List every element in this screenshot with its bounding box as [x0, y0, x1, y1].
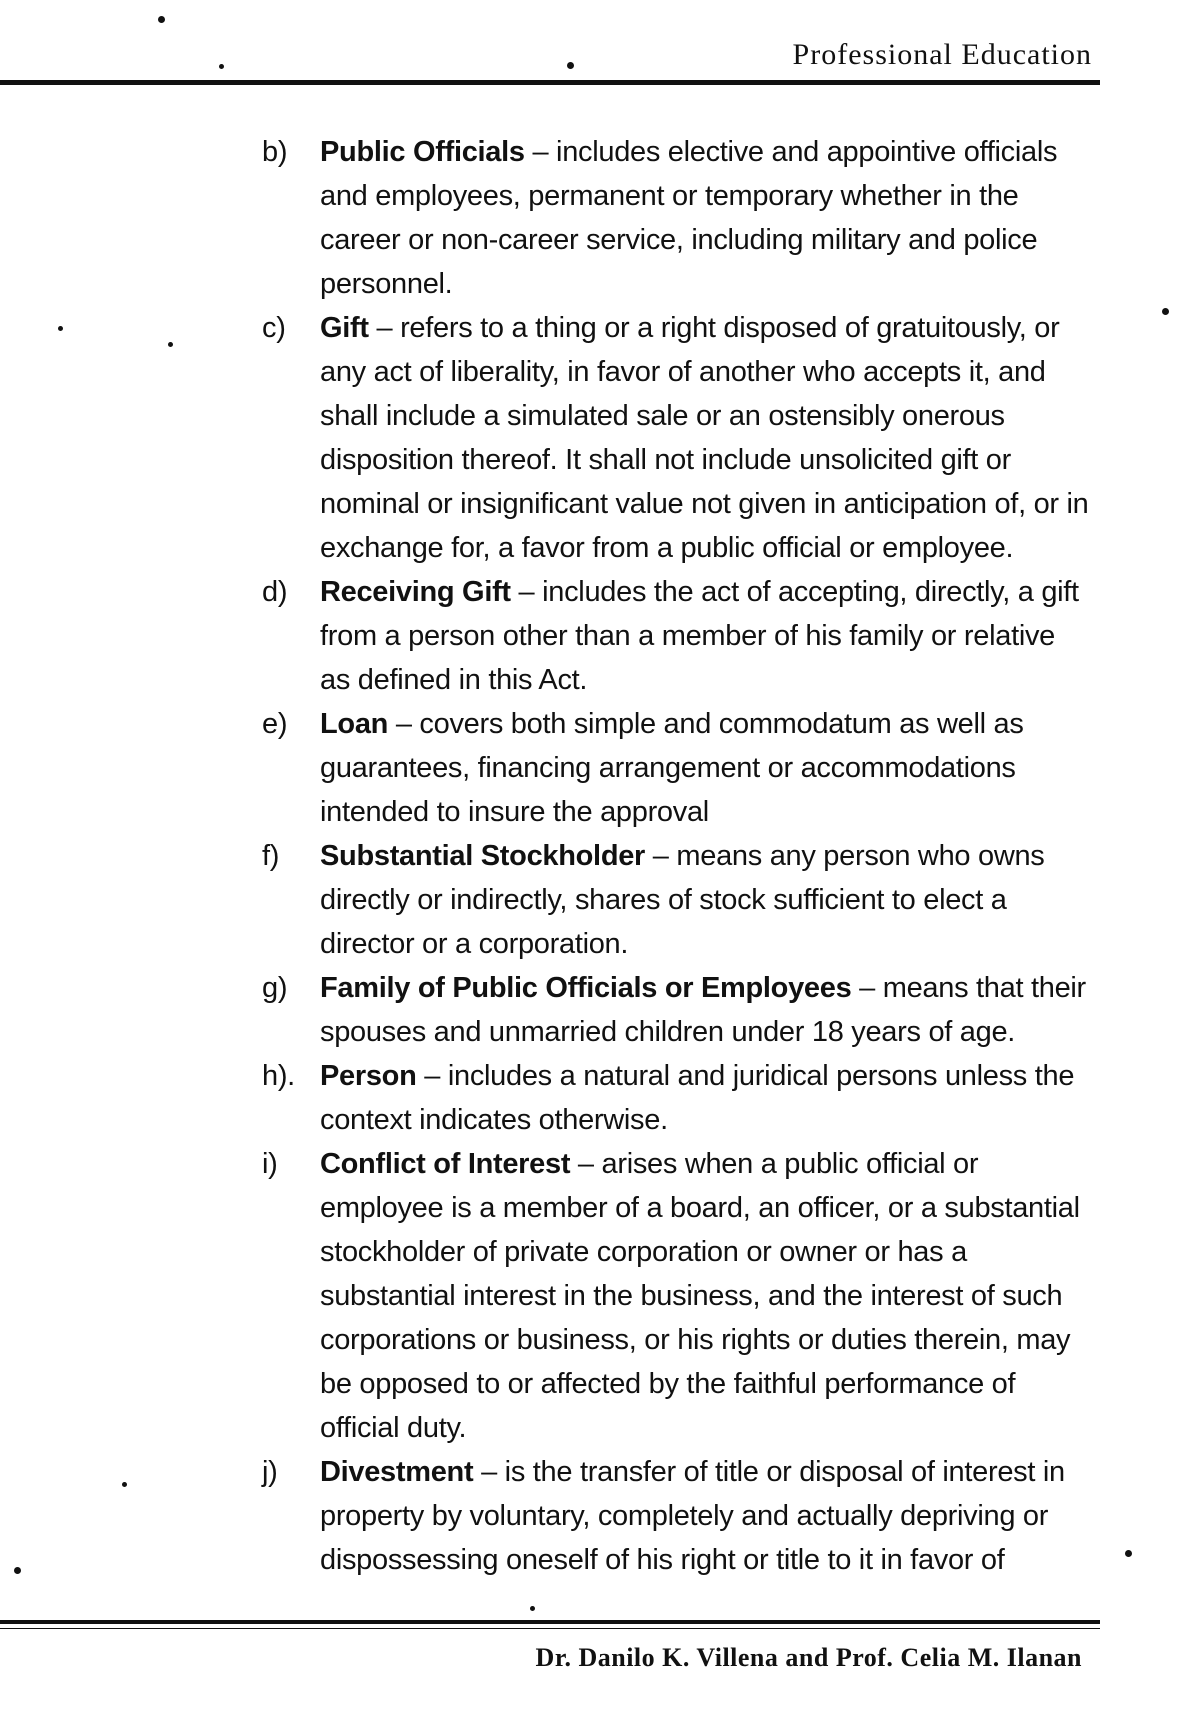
list-item — [262, 1142, 1092, 1450]
list-item — [262, 966, 1092, 1054]
footer-rule-thin — [0, 1628, 1100, 1629]
list-item — [262, 130, 1092, 306]
item-definition: – refers to a thing or a right disposed of gratuitously, or any act of liberality, in favor of another who accepts it, and shall include a simulated sale or an ostensibly onerous disposition thereof. It shall not include unsolicited gift or nominal or insignificant value not given in anticipation of, or in exchange for, a favor from a public official or employee. — [320, 312, 1089, 564]
list-item — [262, 702, 1092, 834]
item-definition: – includes a natural and juridical persons unless the context indicates otherwise. — [320, 1060, 1075, 1136]
item-term: Family of Public Officials or Employees — [320, 972, 852, 1004]
item-term: Conflict of Interest — [320, 1148, 571, 1180]
item-definition: – arises when a public official or employee is a member of a board, an officer, or a substantial stockholder of private corporation or owner or has a substantial interest in the business, and the interest of such corporations or business, or his rights or duties therein, may be opposed to or affected by the faithful performance of official duty. — [320, 1148, 1080, 1444]
item-marker: j) — [262, 1456, 278, 1488]
scan-speck — [1125, 1550, 1132, 1557]
scan-speck — [530, 1606, 535, 1611]
item-marker: h). — [262, 1060, 295, 1092]
item-marker: i) — [262, 1148, 278, 1180]
list-item — [262, 306, 1092, 570]
item-marker: f) — [262, 840, 280, 872]
scan-speck — [219, 64, 224, 69]
item-marker: e) — [262, 708, 288, 740]
header-title: Professional Education — [792, 38, 1092, 71]
list-item — [262, 570, 1092, 702]
definitions-list — [262, 130, 1092, 1582]
item-marker: g) — [262, 972, 288, 1004]
item-marker: b) — [262, 136, 288, 168]
scan-speck — [1162, 308, 1169, 315]
item-definition: – includes the act of accepting, directly, a gift from a person other than a member of his family or relative as defined in this Act. — [320, 576, 1079, 696]
item-term: Divestment — [320, 1456, 474, 1488]
list-item — [262, 1054, 1092, 1142]
scan-speck — [158, 16, 165, 23]
scan-speck — [14, 1567, 21, 1574]
item-definition: – is the transfer of title or disposal of interest in property by voluntary, completely and actually depriving or dispossessing oneself of his right or title to it in favor of — [320, 1456, 1065, 1576]
item-term: Loan — [320, 708, 389, 740]
item-definition: – means that their spouses and unmarried children under 18 years of age. — [320, 972, 1086, 1048]
footer-credit: Dr. Danilo K. Villena and Prof. Celia M. Ilanan — [535, 1643, 1082, 1672]
item-definition: – covers both simple and commodatum as well as guarantees, financing arrangement or accommodations intended to insure the approval — [320, 708, 1024, 828]
item-term: Substantial Stockholder — [320, 840, 646, 872]
item-definition: – means any person who owns directly or indirectly, shares of stock sufficient to elect a director or a corporation. — [320, 840, 1045, 960]
item-marker: c) — [262, 312, 286, 344]
footer-rule — [0, 1620, 1100, 1624]
item-marker: d) — [262, 576, 288, 608]
scan-speck — [122, 1482, 127, 1487]
item-term: Gift — [320, 312, 369, 344]
item-definition: – includes elective and appointive officials and employees, permanent or temporary whether in the career or non-career service, including military and police personnel. — [320, 136, 1058, 300]
list-item — [262, 834, 1092, 966]
scan-speck — [58, 326, 63, 331]
scan-speck — [567, 62, 574, 69]
list-item — [262, 1450, 1092, 1582]
header-rule — [0, 80, 1100, 85]
item-term: Receiving Gift — [320, 576, 511, 608]
item-term: Public Officials — [320, 136, 525, 168]
item-term: Person — [320, 1060, 417, 1092]
scan-speck — [168, 342, 173, 347]
